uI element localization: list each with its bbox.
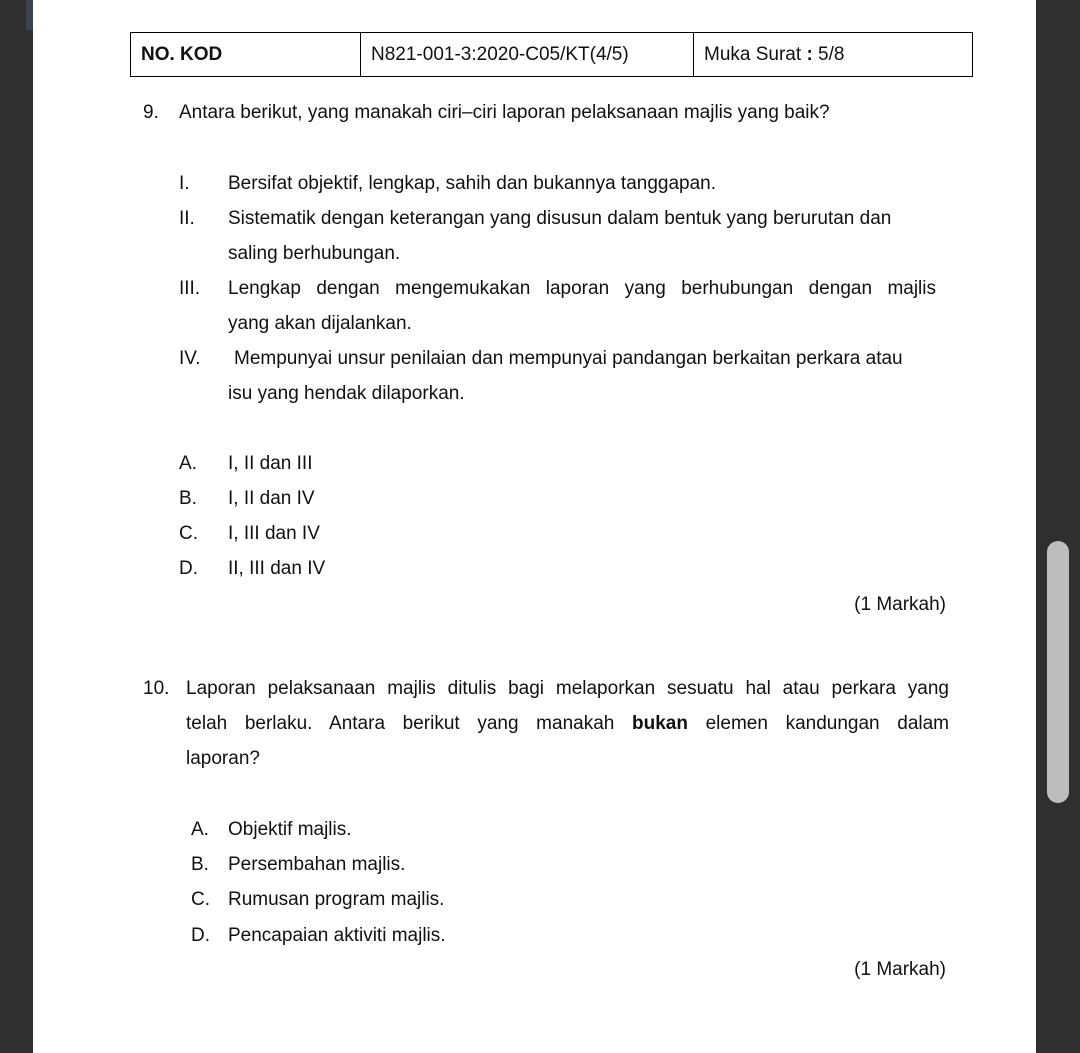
document-page (33, 0, 1036, 1053)
q10-option-text: Persembahan majlis. (228, 854, 406, 875)
q9-option-letter: B. (179, 488, 197, 509)
q10-option-text: Pencapaian aktiviti majlis. (228, 925, 446, 946)
q9-statement-text: saling berhubungan. (228, 243, 401, 264)
q10-option-letter: D. (191, 925, 210, 946)
header-row (131, 33, 973, 77)
q10-marks: (1 Markah) (854, 959, 946, 980)
q9-statement-num: II. (179, 208, 195, 229)
q10-option-letter: A. (191, 819, 209, 840)
q9-marks: (1 Markah) (854, 594, 946, 615)
q10-option-text: Objektif majlis. (228, 819, 352, 840)
q10-option-letter: C. (191, 889, 210, 910)
q9-option-text: I, III dan IV (228, 523, 320, 544)
q9-statement-num: III. (179, 278, 201, 299)
q9-option-letter: D. (179, 558, 198, 579)
q9-number: 9. (143, 102, 159, 123)
header-page-cell (694, 33, 973, 77)
q10-line-3: laporan? (186, 748, 260, 769)
q10-line-2 (186, 713, 949, 735)
q9-statement-text: yang akan dijalankan. (228, 313, 412, 334)
q9-option-text: II, III dan IV (228, 558, 326, 579)
q10-line-1: Laporan pelaksanaan majlis ditulis bagi melaporkan sesuatu hal atau perkara yang (186, 678, 949, 699)
q9-statement-num: I. (179, 173, 190, 194)
q9-statement-text: Mempunyai unsur penilaian dan mempunyai pandangan berkaitan perkara atau (234, 348, 903, 369)
q9-option-text: I, II dan III (228, 453, 313, 474)
page-value: 5/8 (818, 43, 845, 65)
header-code-cell: N821-001-3:2020-C05/KT(4/5) (361, 33, 694, 77)
q10-option-text: Rumusan program majlis. (228, 889, 445, 910)
q10-line-2-end: elemen kandungan dalam (705, 713, 949, 734)
q9-statement-text: Lengkap dengan mengemukakan laporan yang berhubungan dengan majlis (228, 278, 936, 299)
scrollbar-thumb[interactable] (1047, 541, 1069, 803)
q9-option-letter: C. (179, 523, 198, 544)
page-label: Muka Surat (704, 43, 802, 65)
q9-question: Antara berikut, yang manakah ciri–ciri laporan pelaksanaan majlis yang baik? (179, 102, 830, 123)
q9-option-letter: A. (179, 453, 197, 474)
q9-statement-text: Bersifat objektif, lengkap, sahih dan bukannya tanggapan. (228, 173, 717, 194)
header-label-cell: NO. KOD (131, 33, 361, 77)
q9-option-text: I, II dan IV (228, 488, 315, 509)
q10-line-2-start: telah berlaku. Antara berikut yang manakah (186, 713, 615, 734)
q10-number: 10. (143, 678, 170, 699)
q9-statement-text: isu yang hendak dilaporkan. (228, 383, 465, 404)
page-separator: : (806, 43, 813, 65)
q10-emphasis: bukan (632, 713, 688, 734)
q9-statement-text: Sistematik dengan keterangan yang disusun dalam bentuk yang berurutan dan (228, 208, 892, 229)
header-table (130, 32, 973, 77)
q10-option-letter: B. (191, 854, 209, 875)
q9-statement-num: IV. (179, 348, 201, 369)
